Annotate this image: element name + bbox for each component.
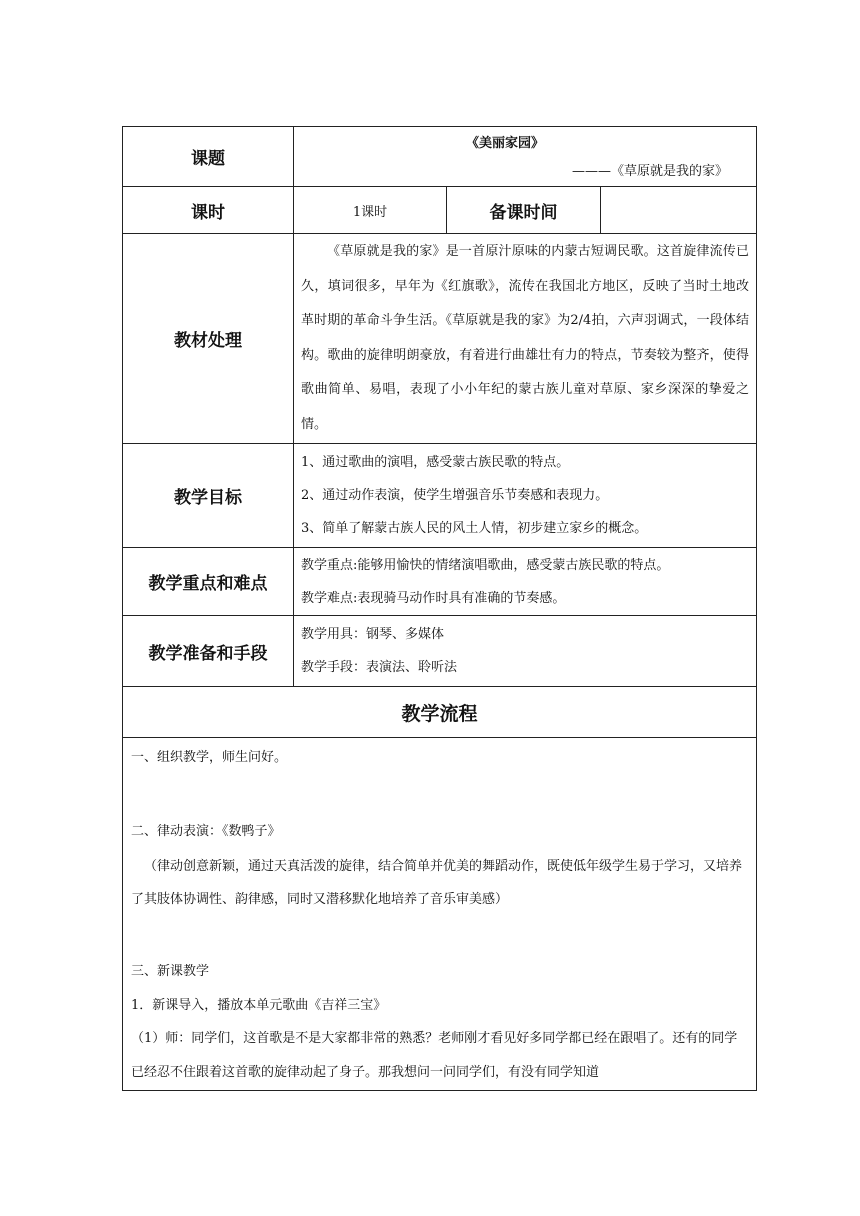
- row-flow: [123, 738, 757, 1091]
- prep-time-label: 备课时间: [447, 187, 601, 234]
- spacer: [131, 916, 748, 954]
- row-prep: [123, 616, 757, 687]
- row-topic: [123, 127, 757, 187]
- goals-cell: [294, 444, 757, 548]
- period-value: 1课时: [294, 187, 447, 234]
- keypoints-cell: [294, 548, 757, 616]
- flow-step-3-1: 1．新课导入，播放本单元歌曲《吉祥三宝》: [131, 998, 387, 1013]
- goal-item: 1、通过歌曲的演唱，感受蒙古族民歌的特点。: [301, 455, 570, 470]
- flow-step-2-note: （律动创意新颖，通过天真活泼的旋律，结合简单并优美的舞蹈动作，既使低年级学生易于学习，又培养了其肢体协调性、韵律感，同时又潜移默化地培养了音乐审美感）: [131, 859, 743, 907]
- goals-label: 教学目标: [123, 444, 294, 548]
- flow-step-1: 一、组织教学，师生问好。: [131, 750, 288, 765]
- topic-title: 《美丽家园》: [465, 135, 544, 151]
- row-flow-heading: [123, 687, 757, 738]
- topic-label: 课题: [123, 127, 294, 187]
- period-label: 课时: [123, 187, 294, 234]
- flow-step-3: 三、新课教学: [131, 964, 210, 979]
- prep-item: 教学手段：表演法、聆听法: [301, 660, 458, 675]
- topic-cell: [294, 127, 757, 187]
- material-cell: [294, 234, 757, 444]
- row-material: [123, 234, 757, 444]
- row-goals: [123, 444, 757, 548]
- keypoints-label: 教学重点和难点: [123, 548, 294, 616]
- goal-item: 3、简单了解蒙古族人民的风土人情，初步建立家乡的概念。: [301, 521, 648, 536]
- material-text: 《草原就是我的家》是一首原汁原味的内蒙古短调民歌。这首旋律流传已久，填词很多，早年为《红旗歌》，流传在我国北方地区，反映了当时土地改革时期的革命斗争生活。《草原就是我的家》为2/4拍，六声羽调式，一段体结构。歌曲的旋律明朗豪放，有着进行曲雄壮有力的特点，节奏较为整齐，使得歌曲简单、易唱，表现了小小年纪的蒙古族儿童对草原、家乡深深的挚爱之情。: [301, 244, 749, 432]
- prep-label: 教学准备和手段: [123, 616, 294, 687]
- lesson-plan-table: [122, 126, 757, 1091]
- flow-step-2: 二、律动表演：《数鸭子》: [131, 824, 281, 839]
- prep-item: 教学用具：钢琴、多媒体: [301, 627, 445, 642]
- keypoint-item: 教学难点:表现骑马动作时具有准确的节奏感。: [301, 590, 566, 606]
- topic-subtitle: ———《草原就是我的家》: [571, 163, 728, 179]
- flow-step-3-1-1: （1）师：同学们，这首歌是不是大家都非常的熟悉？老师刚才看见好多同学都已经在跟唱了。还有的同学已经忍不住跟着这首歌的旋律动起了身子。那我想问一问同学们，有没有同学知道: [131, 1031, 738, 1080]
- prep-cell: [294, 616, 757, 687]
- flow-cell: [123, 738, 757, 1091]
- material-label: 教材处理: [123, 234, 294, 444]
- row-keypoints: [123, 548, 757, 616]
- flow-heading: 教学流程: [123, 687, 757, 738]
- keypoint-item: 教学重点:能够用愉快的情绪演唱歌曲，感受蒙古族民歌的特点。: [301, 557, 670, 573]
- prep-time-value: [601, 187, 757, 234]
- lesson-plan: [122, 126, 756, 1091]
- goal-item: 2、通过动作表演，使学生增强音乐节奏感和表现力。: [301, 488, 609, 503]
- spacer: [131, 776, 748, 814]
- row-period: [123, 187, 757, 234]
